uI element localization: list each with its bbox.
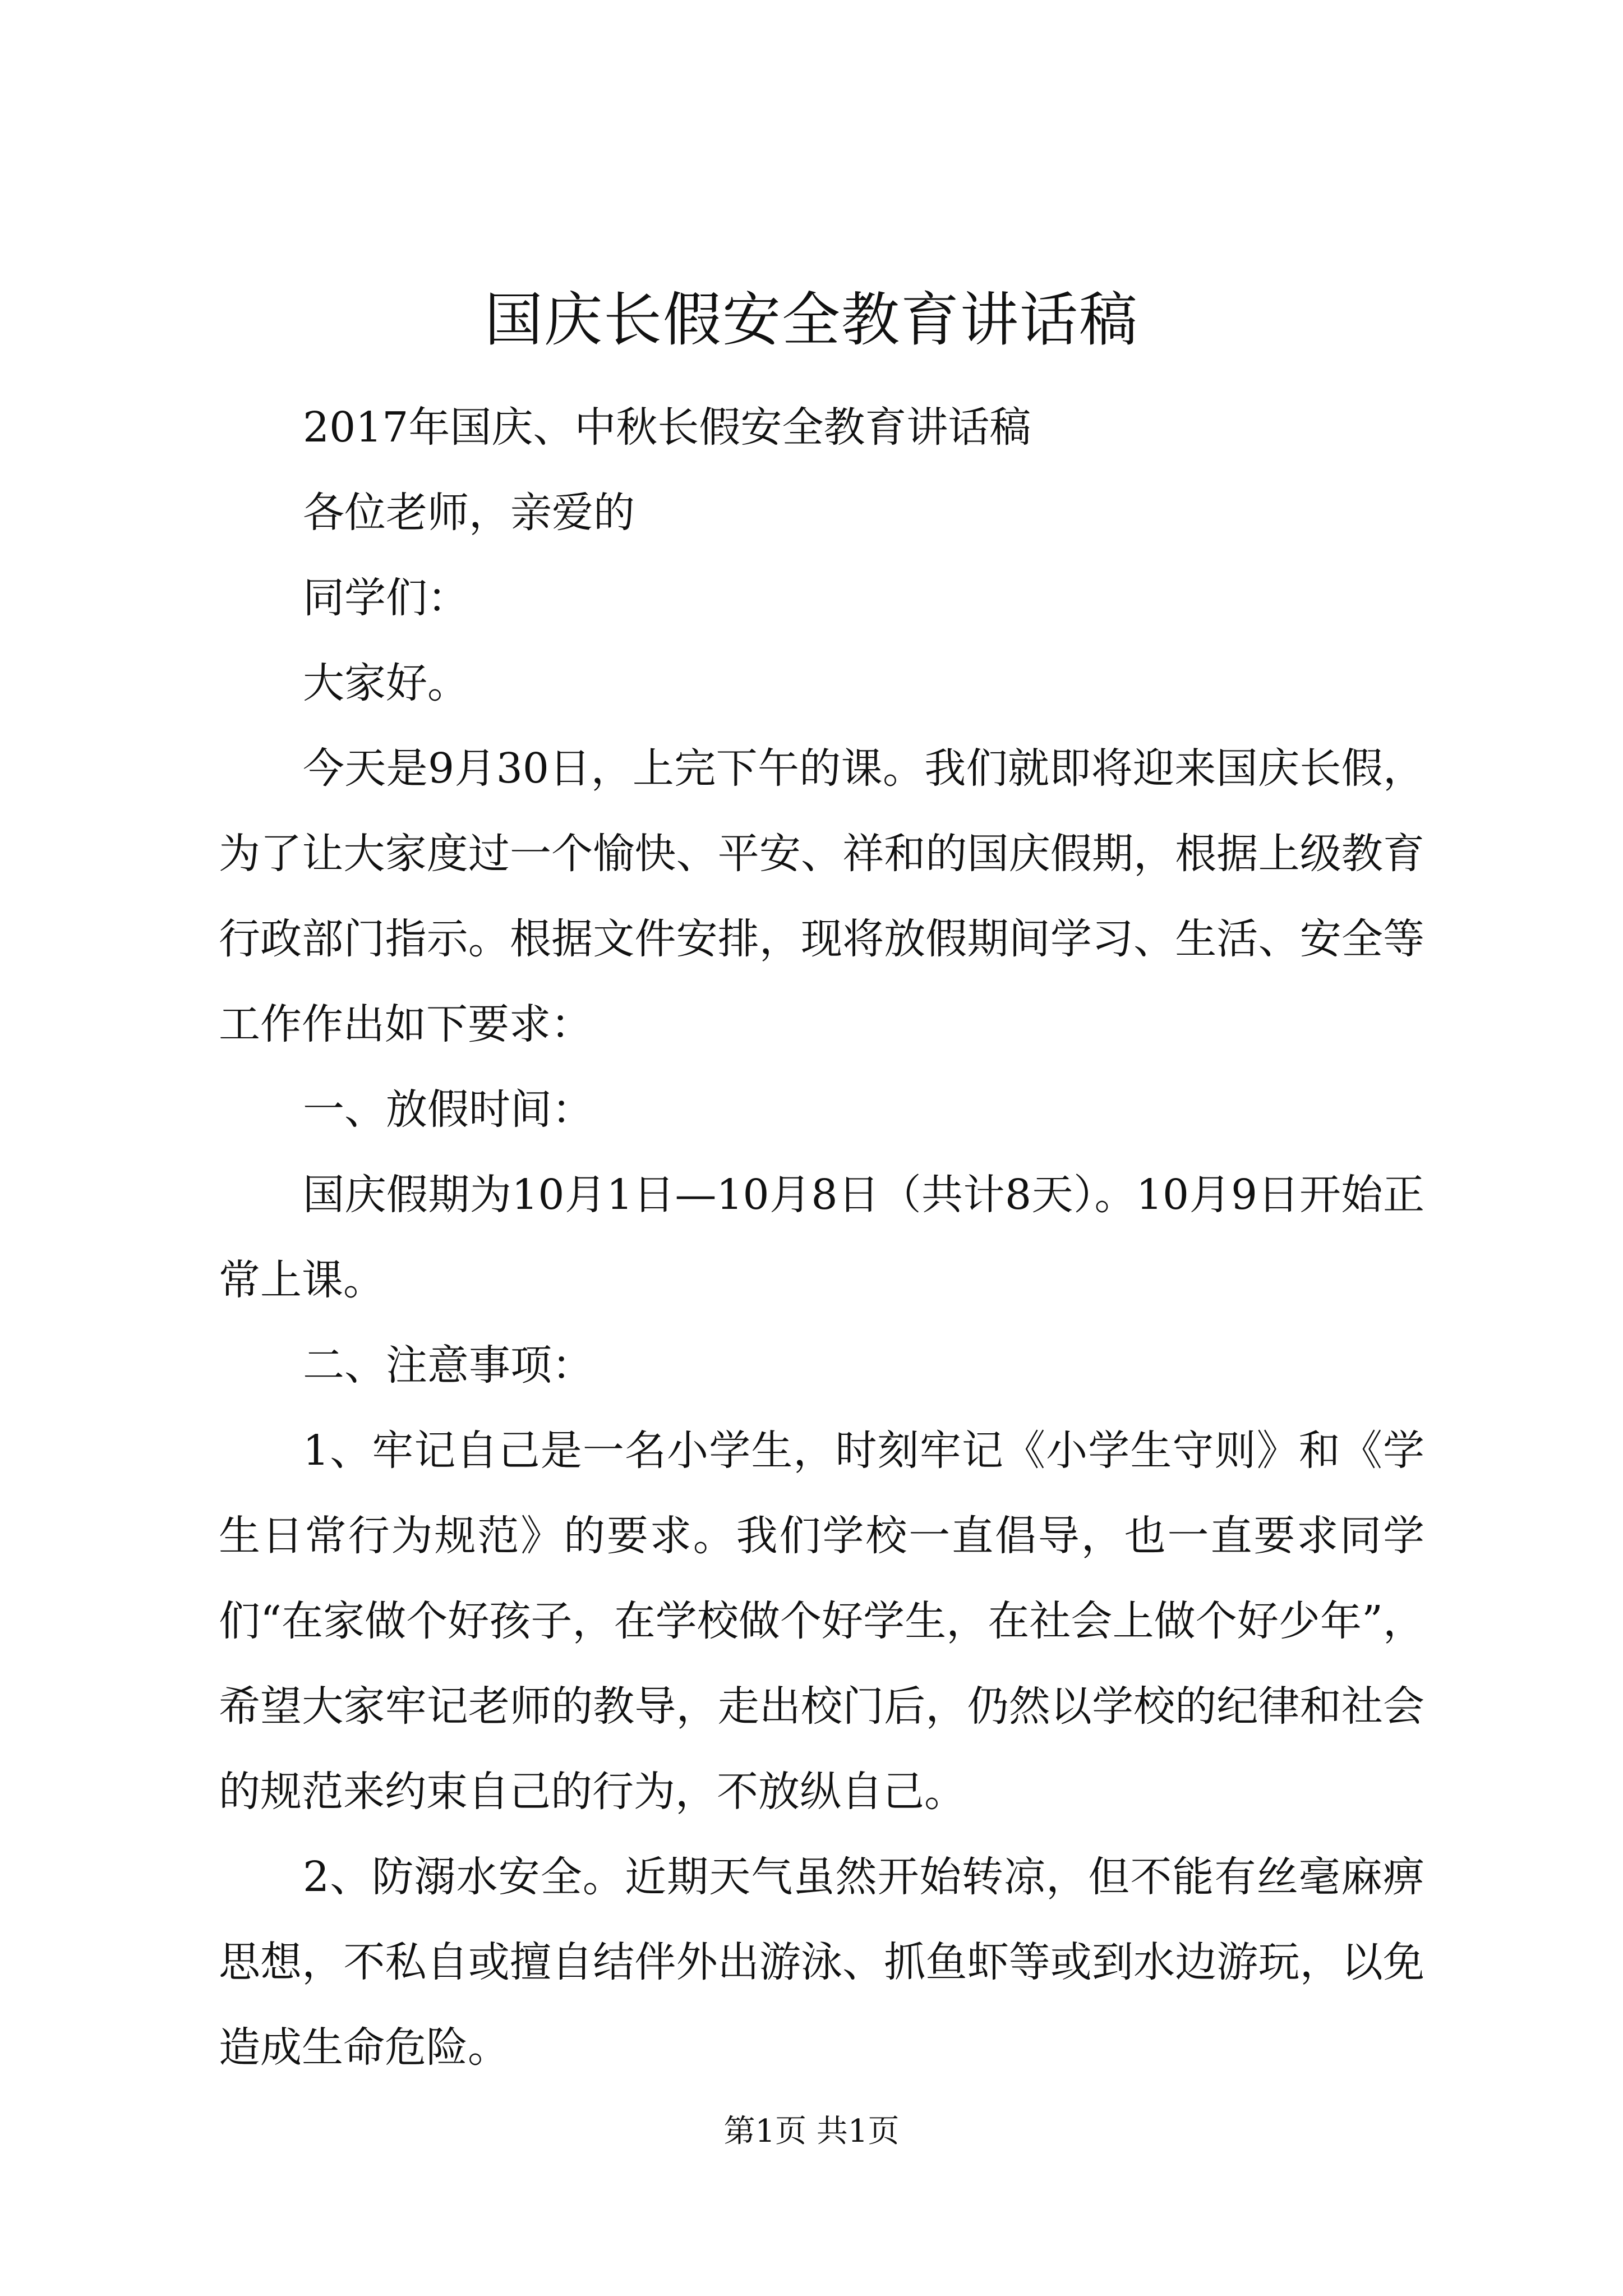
heading-holiday-time: 一、放假时间：: [303, 1085, 593, 1134]
paragraph-holiday-dates: 国庆假期为10月1日—10月8日（共计8天）。10月9日开始正常上课。: [219, 1171, 1424, 1304]
paragraph-note-2: 2、防溺水安全。近期天气虽然开始转凉，但不能有丝毫麻痹思想，不私自或擅自结伴外出游泳、抓鱼虾等或到水边游玩，以免造成生命危险。: [219, 1853, 1424, 2072]
paragraph-note-1: 1、牢记自己是一名小学生，时刻牢记《小学生守则》和《学生日常行为规范》的要求。我们学校一直倡导，也一直要求同学们“在家做个好孩子，在学校做个好学生，在社会上做个好少年”，希望大家牢记老师的教导，走出校门后，仍然以学校的纪律和社会的规范来约束自己的行为，不放纵自己。: [219, 1427, 1424, 1816]
document-title: 国庆长假安全教育讲话稿: [484, 286, 1138, 354]
heading-notes: 二、注意事项：: [303, 1341, 593, 1389]
paragraph-subtitle: 2017年国庆、中秋长假安全教育讲话稿: [303, 403, 1031, 452]
paragraph-salutation-teachers: 各位老师，亲爱的: [303, 489, 635, 537]
paragraph-salutation-students: 同学们：: [303, 574, 469, 622]
document-body: [219, 385, 1424, 2090]
paragraph-intro: 今天是9月30日，上完下午的课。我们就即将迎来国庆长假，为了让大家度过一个愉快、平安、祥和的国庆假期，根据上级教育行政部门指示。根据文件安排，现将放假期间学习、生活、安全等工作作出如下要求：: [219, 744, 1424, 1048]
page-footer: 第1页 共1页: [723, 2113, 900, 2150]
paragraph-greeting: 大家好。: [303, 659, 469, 707]
